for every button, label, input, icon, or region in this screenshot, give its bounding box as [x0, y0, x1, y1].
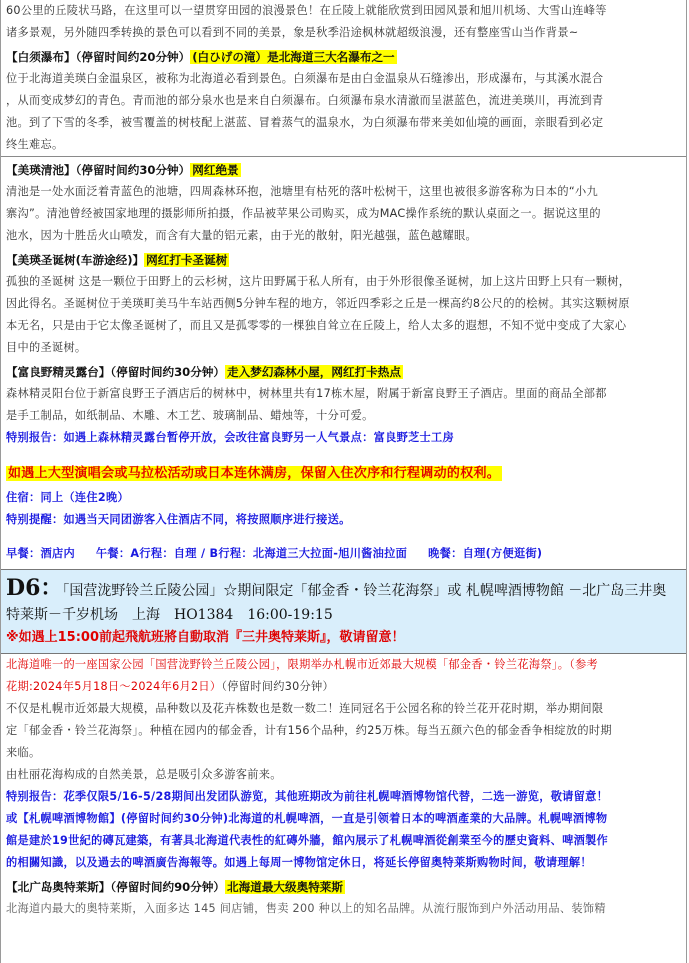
body-line: 终生难忘。	[6, 138, 64, 151]
section-heading: 【白须瀑布】（停留时间约20分钟） (白ひげの滝）是北海道三大名瀑布之一	[6, 50, 395, 64]
day6-header	[1, 569, 686, 654]
red-notice: 如遇上大型演唱会或马拉松活动或日本连休满房，保留入住次序和行程调动的权利。	[8, 466, 501, 481]
day6-title: D6：「国营泷野铃兰丘陵公园」☆期间限定「郁金香・铃兰花海祭」或 札幌啤酒博物館 －北广岛三井奥	[6, 575, 667, 601]
xmas-tree-section	[1, 249, 686, 359]
special-reminder: 特别提醒：如遇当天同团游客入住酒店不同，将按照顺序进行接送。	[6, 513, 351, 526]
day6-warning: ※如遇上15:00前起飛航班將自動取消『三井奥特莱斯』，敬请留意！	[6, 630, 405, 645]
special-report: 特别报告：花季仅限5/16-5/28期间出发团队游览，其他班期改为前往札幌啤酒博物馆代替，二选一游览，敬请留意！	[6, 790, 609, 803]
intro-section	[1, 0, 686, 44]
body-line: 池。到了下雪的冬季，被雪覆盖的树枝配上湛蓝、冒着蒸气的温泉水，为白须瀑布带来美如仙境的画面，亲眼看到必定	[6, 116, 604, 129]
special-report: 特别报告：如遇上森林精灵露台暂停开放，会改往富良野另一人气景点：富良野芝士工房	[6, 431, 455, 444]
section-heading: 【北广岛奥特莱斯】（停留时间约90分钟） 北海道最大级奥特莱斯	[6, 880, 343, 894]
body-line: 不仅是札幌市近郊最大规模，品种数以及花卉株数也是数一数二！连同冠名于公园名称的铃兰花开花时期，举办期间限	[6, 702, 604, 715]
lunch: 午餐：A行程：自理 / B行程：北海道三大拉面-旭川酱油拉面	[95, 547, 408, 560]
body-line: 定「郁金香・铃兰花海祭」。种植在园内的郁金香，计有156个品种，约25万株。每当五颜六色的郁金香争相绽放的时期	[6, 724, 612, 737]
breakfast: 早餐：酒店内	[6, 547, 75, 560]
beer-museum-section	[1, 808, 686, 874]
body-line: 目中的圣诞树。	[6, 341, 87, 354]
beer-line: 館是建於19世紀的磚瓦建築，有著具北海道代表性的紅磚外牆，館內展示了札幌啤酒從創業至今的歷史資料、啤酒製作	[6, 834, 609, 847]
park-intro: 花期:2024年5月18日～2024年6月2日）（停留时间约30分钟）	[6, 680, 335, 693]
outlet-section	[1, 876, 686, 920]
day6-flight: 特莱斯－千岁机场 上海 HO1384 16:00-19:15	[6, 607, 333, 623]
beer-line: 或【札幌啤酒博物館】(停留时间约30分钟)北海道的札幌啤酒，一直是引领着日本的啤酒產業的大品牌。札幌啤酒博物	[6, 812, 608, 825]
highlight-tag: 北海道最大级奥特莱斯	[227, 880, 343, 894]
intro-line: 诸多景观，另外随四季转换的景色可以看到不同的美景，象是秋季沿途枫林就超级浪漫，还有整座雪山当作背景~	[6, 26, 579, 39]
highlight-tag: 网红打卡圣诞树	[146, 253, 228, 267]
notice-section	[1, 449, 686, 565]
body-line: 因此得名。圣诞树位于美瑛町美马牛车站西侧5分钟车程的地方，邻近四季彩之丘是一棵高约8公尺的的桧树。其实这颗树原	[6, 297, 630, 310]
section-heading: 【美瑛清池】（停留时间约30分钟） 网红绝景	[6, 163, 239, 177]
highlight-tag: 网红绝景	[192, 163, 239, 177]
aoiike-section	[1, 156, 686, 247]
takino-park-section	[1, 654, 686, 808]
body-line: 是手工制品，如纸制品、木雕、木工艺、玻璃制品、蜡烛等，十分可爱。	[6, 409, 374, 422]
body-line: ，从而变成梦幻的青色。青而池的部分泉水也是来自白须瀑布。白须瀑布泉水清澈而呈湛蓝色，流进美瑛川，再流到青	[6, 94, 604, 107]
body-line: 本无名，只是由于它太像圣诞树了，而且又是孤零零的一棵独自耸立在丘陵上，给人太多的遐想，不知不觉中变成了大家心	[6, 319, 627, 332]
body-line: 寨沟”。清池曾经被国家地理的摄影师所拍摄，作品被苹果公司购买，成为MAC操作系统的默认桌面之一。据说这里的	[6, 207, 601, 220]
body-line: 森林精灵阳台位于新富良野王子酒店后的树林中，树林里共有17栋木屋，附属于新富良野王子酒店。里面的商品全部都	[6, 387, 607, 400]
section-heading: 【富良野精灵露台】（停留时间约30分钟） 走入梦幻森林小屋，网红打卡热点	[6, 365, 401, 379]
highlight-tag: (白ひげの滝）是北海道三大名瀑布之一	[192, 50, 395, 64]
body-line: 清池是一处水面泛着青蓝色的池塘，四周森林环抱，池塘里有枯死的落叶松树干，这里也被很多游客称为日本的“小九	[6, 185, 598, 198]
meals-row	[6, 543, 680, 565]
highlight-tag: 走入梦幻森林小屋，网红打卡热点	[227, 365, 401, 379]
stay-info: 住宿：同上（连住2晚）	[6, 491, 129, 504]
intro-line: 60公里的丘陵状马路，在这里可以一望贯穿田园的浪漫景色！在丘陵上就能欣赏到田园风景和旭川机场、大雪山连峰等	[6, 4, 607, 17]
dinner: 晚餐：自理(方便逛街)	[428, 547, 543, 560]
body-line: 位于北海道美瑛白金温泉区，被称为北海道必看到景色。白须瀑布是由白金温泉从石缝渗出，形成瀑布，与其溪水混合	[6, 72, 604, 85]
body-line: 池水，因为十胜岳火山喷发，而含有大量的铝元素，由于光的散射，阳光越强，蓝色越耀眼。	[6, 229, 477, 242]
beer-line: 的相關知識，以及過去的啤酒廣告海報等。如遇上每周一博物馆定休日，将延长停留奥特莱斯购物时间，敬请理解！	[6, 856, 592, 869]
ningle-terrace-section	[1, 361, 686, 449]
body-line: 由杜丽花海构成的自然美景，总是吸引众多游客前来。	[6, 768, 282, 781]
shirahige-section	[1, 46, 686, 156]
section-heading: 【美瑛圣诞树(车游途经)】 网红打卡圣诞树	[6, 253, 228, 267]
body-line: 北海道内最大的奥特莱斯，入面多达 145 间店铺，售卖 200 种以上的知名品牌。从流行服饰到户外活动用品、装饰精	[6, 902, 606, 915]
body-line: 孤独的圣诞树 这是一颗位于田野上的云杉树，这片田野属于私人所有，由于外形很像圣诞树，加上这片田野上只有一颗树，	[6, 275, 631, 288]
day-number: D6：	[6, 575, 63, 601]
body-line: 来临。	[6, 746, 41, 759]
park-intro: 北海道唯一的一座国家公园「国营泷野铃兰丘陵公园」，限期举办札幌市近郊最大规模「郁金香・铃兰花海祭」。（参考	[6, 658, 599, 671]
